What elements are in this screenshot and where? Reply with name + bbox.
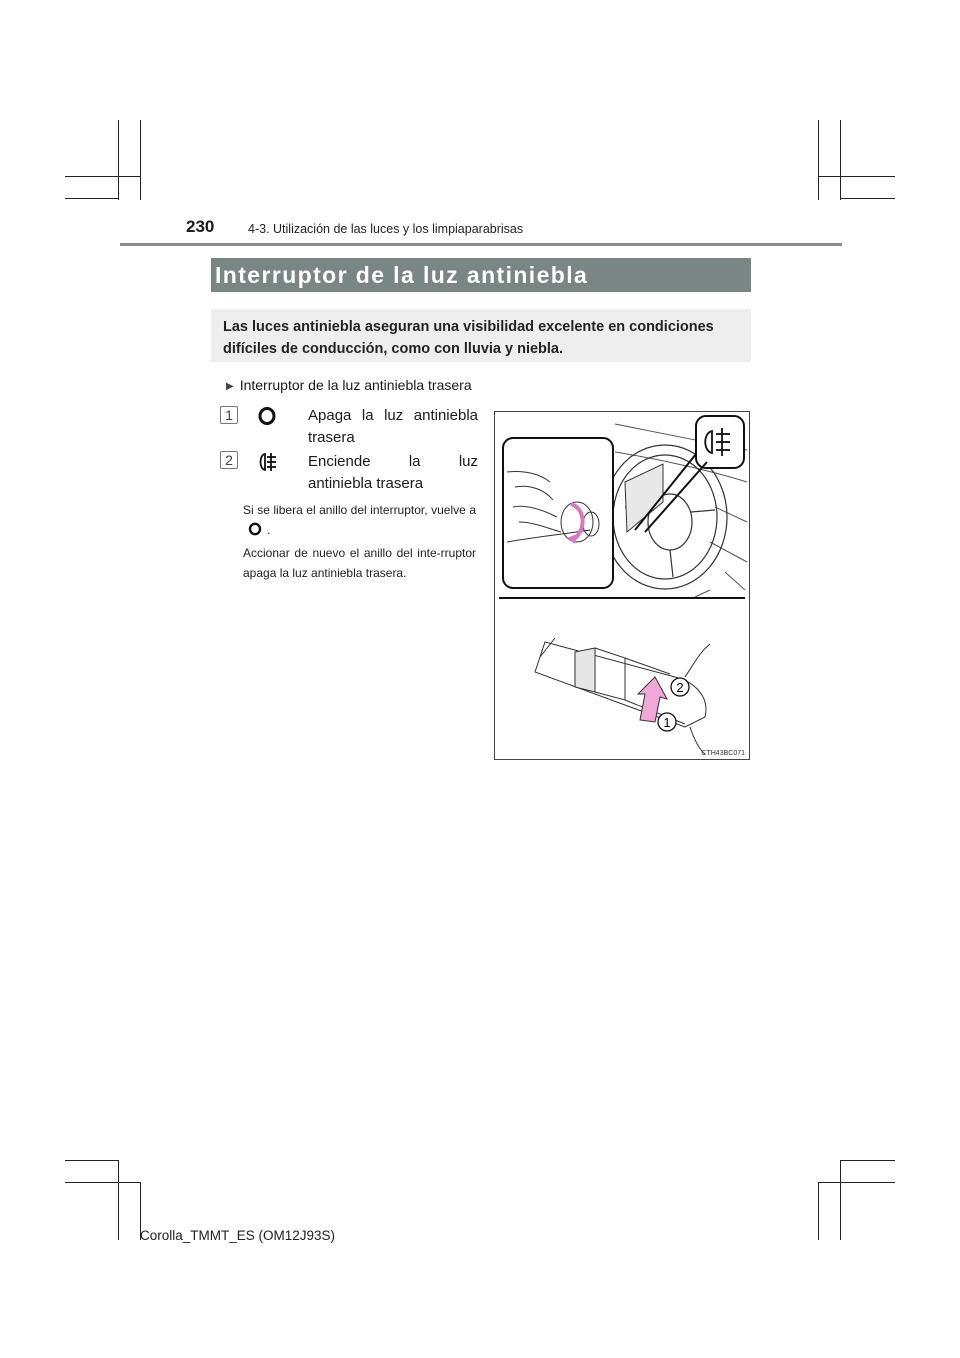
callout-2: 2 (676, 680, 684, 695)
crop-mark (818, 1182, 819, 1240)
crop-mark (140, 120, 141, 200)
footer-text: Corolla_TMMT_ES (OM12J93S) (140, 1228, 336, 1243)
crop-mark (818, 120, 819, 200)
crop-mark (818, 1182, 895, 1183)
callout-1: 1 (663, 715, 671, 730)
item-text-2: Enciende la luz antiniebla trasera (308, 453, 478, 492)
note-1-text: Si se libera el anillo del interruptor, vuelve a (243, 503, 476, 517)
crop-mark (840, 1160, 895, 1161)
crop-mark (118, 1160, 119, 1240)
intro-box: Las luces antiniebla aseguran una visibilidad excelente en condiciones difíciles de conducción, como con lluvia y niebla. (211, 309, 751, 362)
triangle-bullet-icon: ▶ (226, 381, 234, 392)
illustration (494, 411, 750, 760)
crop-mark (65, 198, 119, 199)
note-2: Accionar de nuevo el anillo del inte-rruptor apaga la luz antiniebla trasera. (243, 546, 476, 580)
crop-mark (818, 176, 895, 177)
note-1-end: . (267, 523, 271, 537)
section-title: Interruptor de la luz antiniebla (211, 258, 751, 292)
crop-mark (840, 120, 841, 200)
crop-mark (840, 198, 895, 199)
page-number: 230 (186, 217, 215, 236)
item-number-1: 1 (221, 407, 237, 423)
note-1 (243, 500, 476, 540)
figure-code: CTH43BC071 (701, 750, 745, 757)
fog-light-off-icon (246, 522, 264, 536)
header-divider (120, 243, 842, 246)
chapter-title: 4-3. Utilización de las luces y los limpiaparabrisas (248, 222, 524, 236)
bullet-heading (226, 377, 472, 393)
crop-mark (65, 176, 141, 177)
crop-mark (840, 1160, 841, 1240)
item-number-2: 2 (221, 452, 237, 468)
fog-light-off-icon (256, 405, 278, 427)
item-text-1: Apaga la luz antiniebla trasera (308, 407, 478, 446)
rear-fog-light-icon (256, 450, 280, 474)
bullet-heading-text: Interruptor de la luz antiniebla trasera (239, 377, 472, 393)
crop-mark (118, 120, 119, 200)
crop-mark (65, 1182, 141, 1183)
crop-mark (65, 1160, 119, 1161)
fog-switch-illustration (495, 412, 749, 759)
